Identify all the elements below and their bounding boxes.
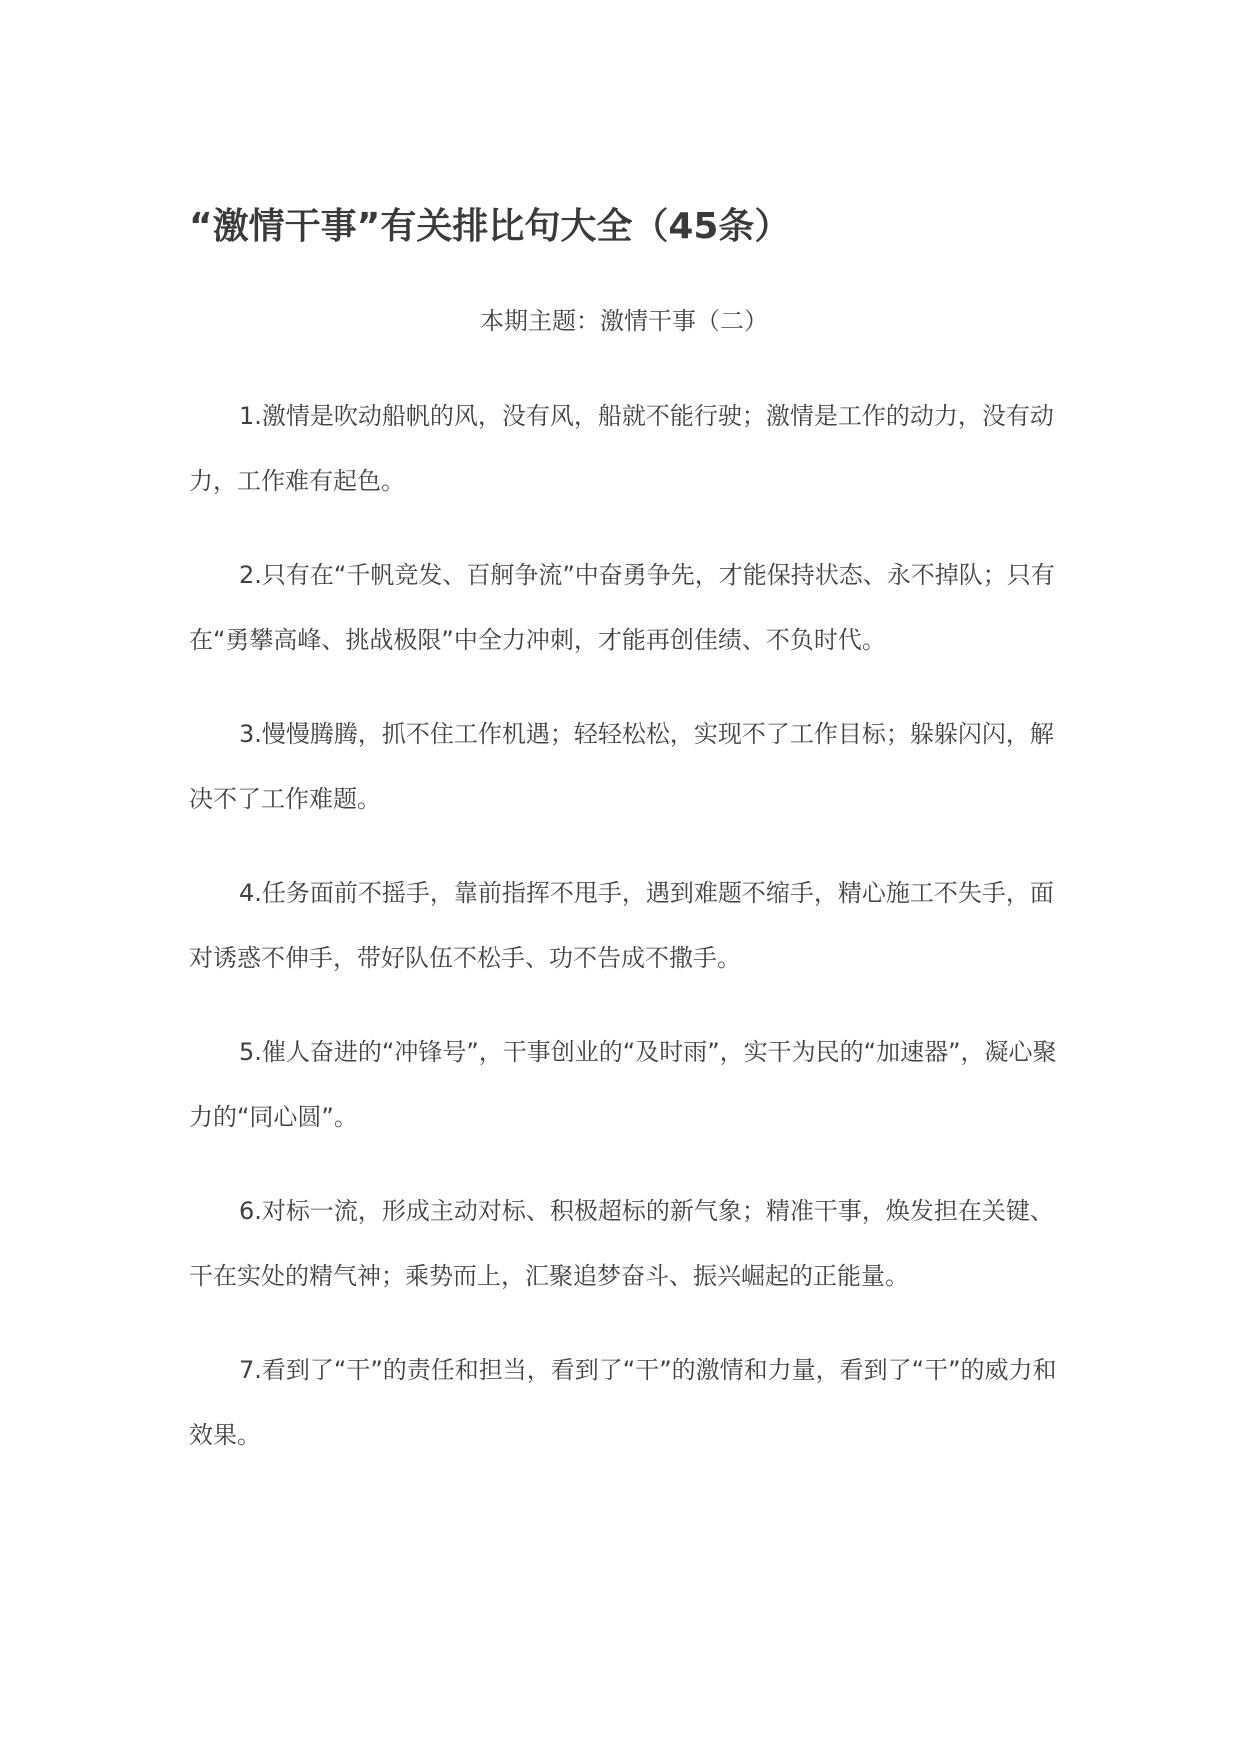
document-subtitle: 本期主题：激情干事（二）: [480, 307, 768, 335]
list-item: 2.只有在“千帆竞发、百舸争流”中奋勇争先，才能保持状态、永不掉队；只有在“勇攀高峰、挑战极限”中全力冲刺，才能再创佳绩、不负时代。: [189, 561, 1055, 654]
list-item: 5.催人奋进的“冲锋号”，干事创业的“及时雨”，实干为民的“加速器”，凝心聚力的“同心圆”。: [189, 1038, 1057, 1131]
document-title: “激情干事”有关排比句大全（45条）: [189, 206, 791, 247]
list-item: 7.看到了“干”的责任和担当，看到了“干”的激情和力量，看到了“干”的威力和效果。: [189, 1356, 1057, 1449]
list-item: 6.对标一流，形成主动对标、积极超标的新气象；精准干事，焕发担在关键、干在实处的精气神；乘势而上，汇聚追梦奋斗、振兴崛起的正能量。: [189, 1197, 1054, 1290]
list-item: 3.慢慢腾腾，抓不住工作机遇；轻轻松松，实现不了工作目标；躲躲闪闪，解决不了工作难题。: [189, 720, 1054, 813]
list-item: 1.激情是吹动船帆的风，没有风，船就不能行驶；激情是工作的动力，没有动力，工作难有起色。: [189, 402, 1054, 495]
list-item: 4.任务面前不摇手，靠前指挥不甩手，遇到难题不缩手，精心施工不失手，面对诱惑不伸手，带好队伍不松手、功不告成不撒手。: [189, 879, 1054, 972]
